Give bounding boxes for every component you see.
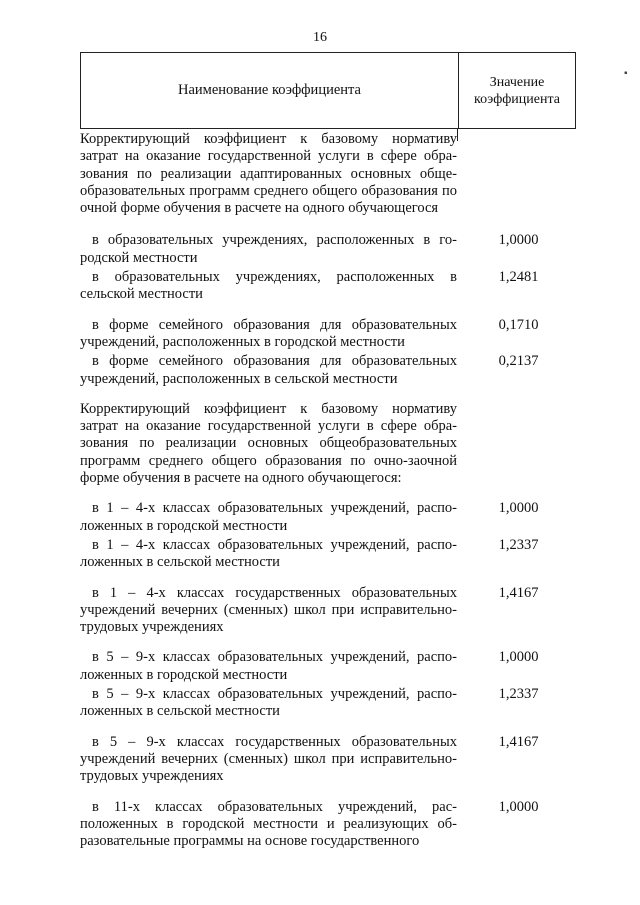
table-row xyxy=(80,649,580,684)
page-number: 16 xyxy=(313,30,327,45)
coefficient-name: в 5 – 9-х классах образовательных учреждений, расположенных в сельской местности xyxy=(80,686,457,720)
coefficient-name: в форме семейного образования для образовательных учреждений, расположенных в городской местности xyxy=(80,316,457,350)
coefficient-table-body xyxy=(80,131,580,850)
table-row xyxy=(80,799,580,851)
table-row xyxy=(80,401,580,487)
coefficient-name: в форме семейного образования для образовательных учреждений, расположенных в сельской местности xyxy=(80,353,457,387)
coefficient-value: 1,0000 xyxy=(498,649,539,666)
coefficient-value: 1,0000 xyxy=(498,232,539,249)
coefficient-name: в образовательных учреждениях, расположенных в сельской местности xyxy=(80,269,457,303)
table-row xyxy=(80,232,580,267)
header-coefficient-value: Значение коэффициента xyxy=(474,74,560,107)
coefficient-value: 1,0000 xyxy=(498,798,539,815)
coefficient-name: в 1 – 4-х классах государственных образовательных учреждений вечерних (сменных) школ при исправительно-трудовых учреждениях xyxy=(80,584,457,636)
table-row xyxy=(80,269,580,304)
coefficient-value: 1,4167 xyxy=(498,584,539,601)
table-row xyxy=(80,585,580,637)
table-row xyxy=(80,353,580,388)
scan-speck: ▪ xyxy=(624,68,628,79)
coefficient-value: 1,4167 xyxy=(498,733,539,750)
header-coefficient-name: Наименование коэффициента xyxy=(178,82,361,98)
coefficient-name: в 11-х классах образовательных учреждений, расположенных в городской местности и реализующих образовательные программы на основе государственного xyxy=(80,798,457,850)
coefficient-value: 1,0000 xyxy=(498,500,539,517)
coefficient-name: Корректирующий коэффициент к базовому нормативу затрат на оказание государственной услуги в сфере образования по реализации адаптированных основных общеобразовательных программ среднего общего образования по очной форме обучения в расчете на одного обучающегося xyxy=(80,131,457,217)
table-row xyxy=(80,537,580,572)
coefficient-name: Корректирующий коэффициент к базовому нормативу затрат на оказание государственной услуги в сфере образования по реализации основных общеобразовательных программ среднего общего образования по очно-заочной форме обучения в расчете на одного обучающегося: xyxy=(80,400,457,487)
coefficient-name: в 1 – 4-х классах образовательных учреждений, расположенных в сельской местности xyxy=(80,536,457,571)
table-row xyxy=(80,686,580,721)
table-header xyxy=(80,52,576,129)
table-row xyxy=(80,317,580,352)
coefficient-name: в 5 – 9-х классах государственных образовательных учреждений вечерних (сменных) школ при исправительно-трудовых учреждениях xyxy=(80,733,457,785)
coefficient-value: 1,2337 xyxy=(498,536,539,553)
coefficient-value: 1,2337 xyxy=(498,686,539,703)
table-row xyxy=(80,131,580,217)
coefficient-value: 0,1710 xyxy=(498,316,539,333)
table-row xyxy=(80,500,580,535)
coefficient-name: в образовательных учреждениях, расположенных в городской местности xyxy=(80,232,457,266)
coefficient-name: в 1 – 4-х классах образовательных учреждений, расположенных в городской местности xyxy=(80,500,457,534)
coefficient-name: в 5 – 9-х классах образовательных учреждений, расположенных в городской местности xyxy=(80,649,457,683)
coefficient-value: 0,2137 xyxy=(498,353,539,370)
table-row xyxy=(80,734,580,786)
coefficient-value: 1,2481 xyxy=(498,269,539,286)
